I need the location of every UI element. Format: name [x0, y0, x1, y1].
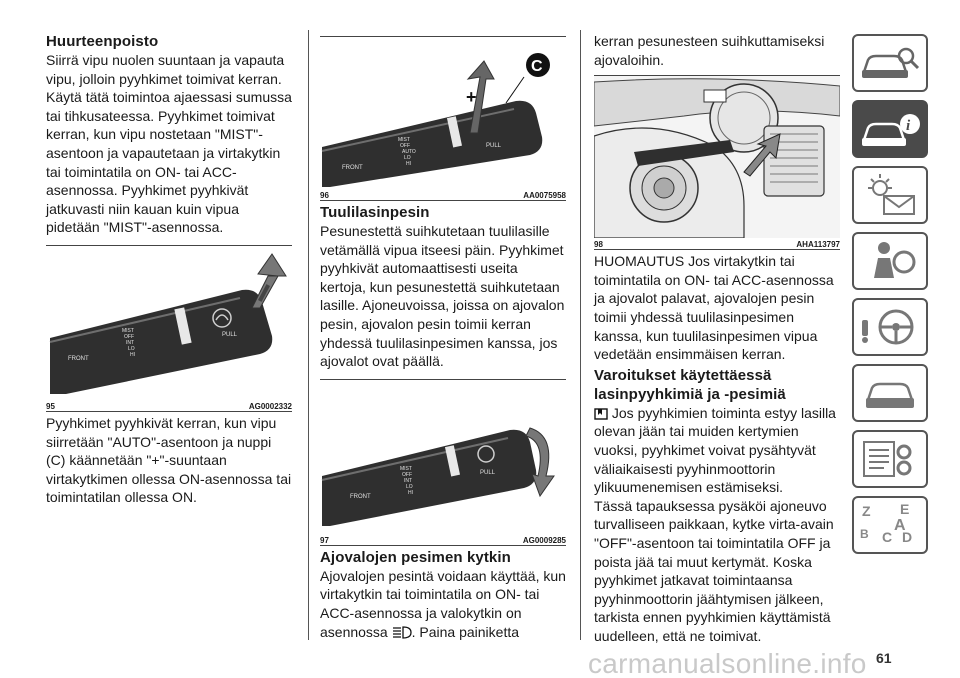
chapter-tabs [852, 34, 928, 562]
car-search-icon [854, 36, 926, 90]
svg-text:A: A [894, 517, 906, 534]
section-title-headlamp-washer: Ajovalojen pesimen kytkin [320, 548, 511, 566]
tab-driving[interactable] [852, 298, 928, 356]
warning-light-icon [854, 168, 926, 222]
figure-97-caption [320, 535, 566, 546]
tab-service[interactable] [852, 364, 928, 422]
tab-safety[interactable] [852, 232, 928, 290]
pull-label: PULL [480, 469, 496, 476]
svg-text:Z: Z [862, 503, 871, 519]
headlight-icon [392, 626, 412, 639]
figure-98 [594, 75, 840, 250]
wiper-stalk-illustration-97 [320, 380, 566, 534]
tab-maintenance[interactable] [852, 430, 928, 488]
settings-list-icon [854, 432, 926, 486]
tab-warning-lights[interactable] [852, 166, 928, 224]
paragraph-warning-2: Tässä tapauksessa pysäköi ajoneuvo turvalliseen paikkaan, kytke virta-avain "OFF"-asentoon tai toimintatila OFF ja poista jää tai muut kertymät. Koska pyyhkimet jatkavat toimintaansa pyyhinmoottorin jäähtymisen jälkeen, tarkista ennen pyyhkimien käyttämistä uudelleen, että ne toimivat. [594, 497, 834, 644]
stalk-position-label: MIST [122, 327, 134, 334]
up-arrow-icon [252, 254, 286, 308]
figure-number: 96 [320, 191, 329, 200]
stalk-position-label: HI [408, 489, 413, 496]
column-divider [580, 30, 581, 640]
stalk-position-label: LO [406, 483, 413, 490]
stalk-position-label: OFF [124, 333, 134, 340]
front-label: FRONT [342, 165, 363, 171]
stalk-position-label: INT [404, 477, 413, 484]
figure-number: 98 [594, 240, 603, 250]
tab-car-search[interactable] [852, 34, 928, 92]
stalk-position-label: AUTO [402, 149, 416, 155]
column-divider [308, 30, 309, 640]
paragraph-note: HUOMAUTUS Jos virtakytkin tai toimintatila on ON- tai ACC-asennossa ja ajovalot palavat, ajovalojen pesin toimii yhdessä tuulilasinpesimen kanssa, kun tuulilasinpesimen vipua vedetään ensimmäisen kerran. [594, 253, 834, 363]
wiper-stalk-illustration-95 [46, 246, 292, 400]
stalk-position-label: MIST [400, 465, 412, 472]
section-title-washer: Tuulilasinpesin [320, 204, 430, 221]
wiper-stalk-illustration-96 [320, 37, 566, 189]
figure-98-caption [594, 239, 840, 250]
figure-code: AHA113797 [796, 240, 840, 250]
paragraph-warning-1 [594, 404, 840, 497]
svg-text:E: E [900, 501, 910, 517]
stalk-position-label: INT [126, 339, 135, 346]
figure-number: 97 [320, 535, 329, 545]
stalk-position-label: LO [128, 345, 135, 352]
svg-text:B: B [860, 527, 869, 541]
figure-95 [46, 245, 292, 412]
airbag-person-icon [854, 234, 926, 288]
stalk-position-label: HI [406, 161, 411, 167]
svg-text:D: D [902, 529, 913, 545]
figure-code: AG0009285 [522, 535, 566, 545]
figure-code: AA0075958 [523, 191, 566, 200]
figure-96 [320, 36, 566, 201]
info-bookmark-icon [594, 408, 608, 420]
svg-text:i: i [906, 118, 911, 134]
pull-label: PULL [222, 331, 238, 338]
column-1 [46, 0, 292, 507]
headlamp-text-start: Ajovalojen pesintä voidaan käyttää, kun virtakytkin tai toimintatila on ON- tai ACC-asennossa ja valokytkin on asennossa [320, 567, 566, 640]
tab-index[interactable] [852, 496, 928, 554]
paragraph-headlamp-washer [320, 567, 566, 641]
car-service-icon [854, 366, 926, 420]
svg-text:C: C [882, 529, 893, 545]
dashboard-illustration-98 [594, 76, 840, 238]
plus-label: + [466, 87, 477, 107]
page-number: 61 [876, 650, 892, 666]
stalk-position-label: OFF [402, 471, 412, 478]
section-title-defrost: Huurteenpoisto [46, 33, 159, 50]
stalk-position-label: LO [404, 155, 411, 161]
paragraph-washer: Pesunestettä suihkutetaan tuulilasille vetämällä vipua itseesi päin. Pyyhkimet pyyhkivät automaattisesti useita kertoja, kun pesunestettä suihkutetaan lasille. Ajoneuvoissa, joissa on ajovalon pesin, ajovalon pesin toimii kerran yhdessä tuulilasinpesimen kanssa, jos ajovalot ovat päällä. [320, 223, 565, 370]
knob-c-label: C [531, 58, 543, 75]
figure-95-caption [46, 401, 292, 412]
paragraph-mist: Siirrä vipu nuolen suuntaan ja vapauta vipu, jolloin pyyhkimet toimivat kerran. Käytä tätä toimintoa ajaessasi sumussa tai tihkusateessa. Pyyhkimet toimivat kerran, kun vipu nostetaan "MIST"-asentoon ja vapautetaan ja virtakytkin tai toimintatila on ON- tai ACC-asennossa. Pyyhkimet pyyhkivät jatkuvasti niin kauan kuin vipua pidetään "MIST"-asennossa. [46, 52, 292, 236]
figure-number: 95 [46, 401, 55, 411]
stalk-position-label: OFF [400, 143, 410, 149]
paragraph-continued: kerran pesunesteen suihkuttamiseksi ajovaloihin. [594, 33, 825, 68]
figure-97 [320, 379, 566, 546]
front-label: FRONT [68, 355, 89, 362]
stalk-position-label: MIST [398, 137, 410, 143]
column-2 [320, 0, 566, 641]
headlamp-text-end: . Paina painiketta [411, 623, 520, 640]
warning-text-1: Jos pyyhkimien toiminta estyy lasilla olevan jään tai muiden kertymien vuoksi, pyyhkimet voivat pysähtyvät väliaikaisesti pyyhinmoottorin ylikuumenemisen estämiseksi. [594, 404, 836, 496]
section-title-warnings: Varoitukset käytettäessä lasinpyyhkimiä ja -pesimiä [594, 366, 786, 403]
stalk-position-label: HI [130, 351, 135, 358]
car-info-icon [854, 102, 926, 156]
tab-car-info[interactable] [852, 100, 928, 158]
column-3 [594, 0, 840, 645]
pull-label: PULL [486, 143, 502, 149]
watermark: carmanualsonline.info [588, 648, 867, 678]
alphabet-index-icon [854, 498, 926, 552]
paragraph-auto: Pyyhkimet pyyhkivät kerran, kun vipu siirretään "AUTO"-asentoon ja nuppi (C) käännetään "+"-suuntaan virtakytkimen ollessa ON-asennossa tai toimintatilan ollessa ON. [46, 414, 292, 506]
figure-96-caption [320, 190, 566, 201]
steering-key-icon [854, 300, 926, 354]
figure-code: AG0002332 [248, 401, 292, 411]
front-label: FRONT [350, 493, 371, 500]
